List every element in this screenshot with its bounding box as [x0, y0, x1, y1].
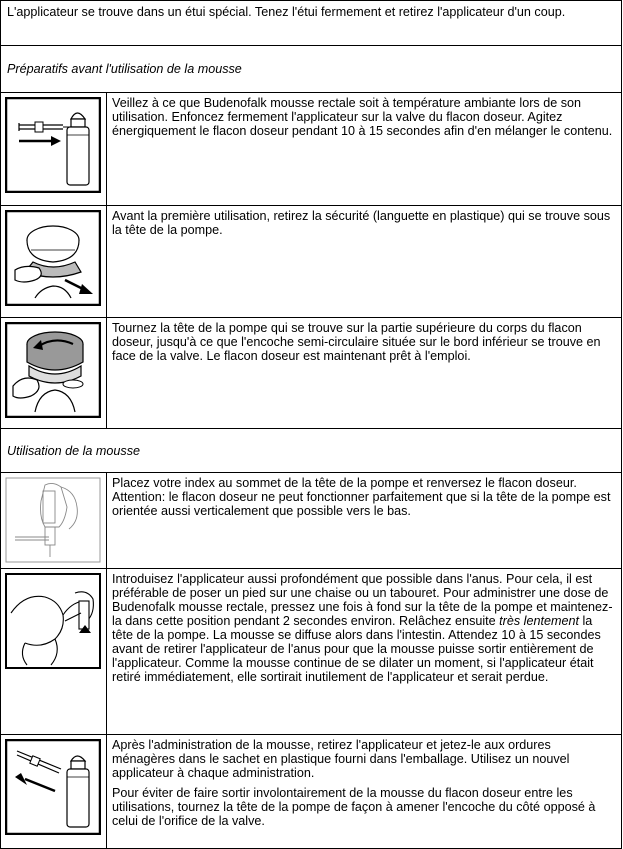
invert-can-illustration	[5, 477, 101, 563]
step-6-paragraph-1: Après l'administration de la mousse, retirez l'applicateur et jetez-le aux ordures ménagères dans le sachet en plastique fourni dans l'emballage. Utilisez un nouvel applicateur à chaque administration.	[112, 738, 570, 780]
step-row-4	[1, 473, 622, 569]
step-row-1	[1, 93, 622, 206]
intro-row	[1, 1, 622, 46]
step-2-text: Avant la première utilisation, retirez la sécurité (languette en plastique) qui se trouve sous la tête de la pompe.	[107, 206, 622, 318]
step-3-image-cell	[1, 318, 107, 429]
section-heading-usage: Utilisation de la mousse	[1, 429, 622, 473]
step-1-text: Veillez à ce que Budenofalk mousse rectale soit à température ambiante lors de son utilisation. Enfoncez fermement l'applicateur sur la valve du flacon doseur. Agitez énergiquement le flacon doseur pendant 10 à 15 secondes afin d'en mélanger le contenu.	[107, 93, 622, 206]
remove-applicator-illustration	[5, 739, 101, 835]
section-row-usage	[1, 429, 622, 473]
step-6-paragraph-2: Pour éviter de faire sortir involontairement de la mousse du flacon doseur entre les utilisations, tournez la tête de la pompe de façon à amener l'encoche du côté opposé à celui de l'orifice de la valve.	[112, 786, 596, 828]
step-3-text: Tournez la tête de la pompe qui se trouve sur la partie supérieure du corps du flacon doseur, jusqu'à ce que l'encoche semi-circulaire située sur le bord inférieur se trouve en face de la valve. Le flacon doseur est maintenant prêt à l'emploi.	[107, 318, 622, 429]
step-5-text-emphasis: très lentement	[499, 614, 579, 628]
remove-safety-tab-illustration	[5, 210, 101, 306]
step-row-5	[1, 569, 622, 735]
step-6-image-cell	[1, 735, 107, 849]
step-row-2	[1, 206, 622, 318]
step-row-6	[1, 735, 622, 849]
applicator-onto-can-illustration	[5, 97, 101, 193]
step-row-3	[1, 318, 622, 429]
section-row-preparation	[1, 46, 622, 93]
step-5-text-part-a: Introduisez l'applicateur aussi profondément que possible dans l'anus. Pour cela, il est préférable de poser un pied sur une chaise ou un tabouret. Pour administrer une dose de Budenofalk mousse rectale, pressez une fois à fond sur la tête de la pompe et maintenez-la dans cette position pendant 2 secondes environ. Relâchez ensuite	[112, 572, 613, 628]
insert-applicator-illustration	[5, 573, 101, 669]
step-4-image-cell	[1, 473, 107, 569]
step-5-image-cell	[1, 569, 107, 735]
step-5-text	[107, 569, 622, 735]
step-6-text	[107, 735, 622, 849]
section-heading-preparation: Préparatifs avant l'utilisation de la mousse	[1, 46, 622, 93]
step-5-text-part-b: la tête de la pompe. La mousse se diffuse alors dans l'intestin. Attendez 10 à 15 secondes avant de retirer l'applicateur de l'anus pour que la mousse puisse sortir entièrement de l'applicateur. Comme la mousse continue de se dilater un moment, si l'applicateur était retiré immédiatement, elle sortirait inutilement de l'applicateur et serait perdue.	[112, 614, 601, 684]
intro-text: L'applicateur se trouve dans un étui spécial. Tenez l'étui fermement et retirez l'applicateur d'un coup.	[1, 1, 622, 46]
rotate-pump-head-illustration	[5, 322, 101, 418]
step-4-text: Placez votre index au sommet de la tête de la pompe et renversez le flacon doseur. Attention: le flacon doseur ne peut fonctionner parfaitement que si la tête de la pompe est orientée aussi verticalement que possible vers le bas.	[107, 473, 622, 569]
step-2-image-cell	[1, 206, 107, 318]
step-1-image-cell	[1, 93, 107, 206]
